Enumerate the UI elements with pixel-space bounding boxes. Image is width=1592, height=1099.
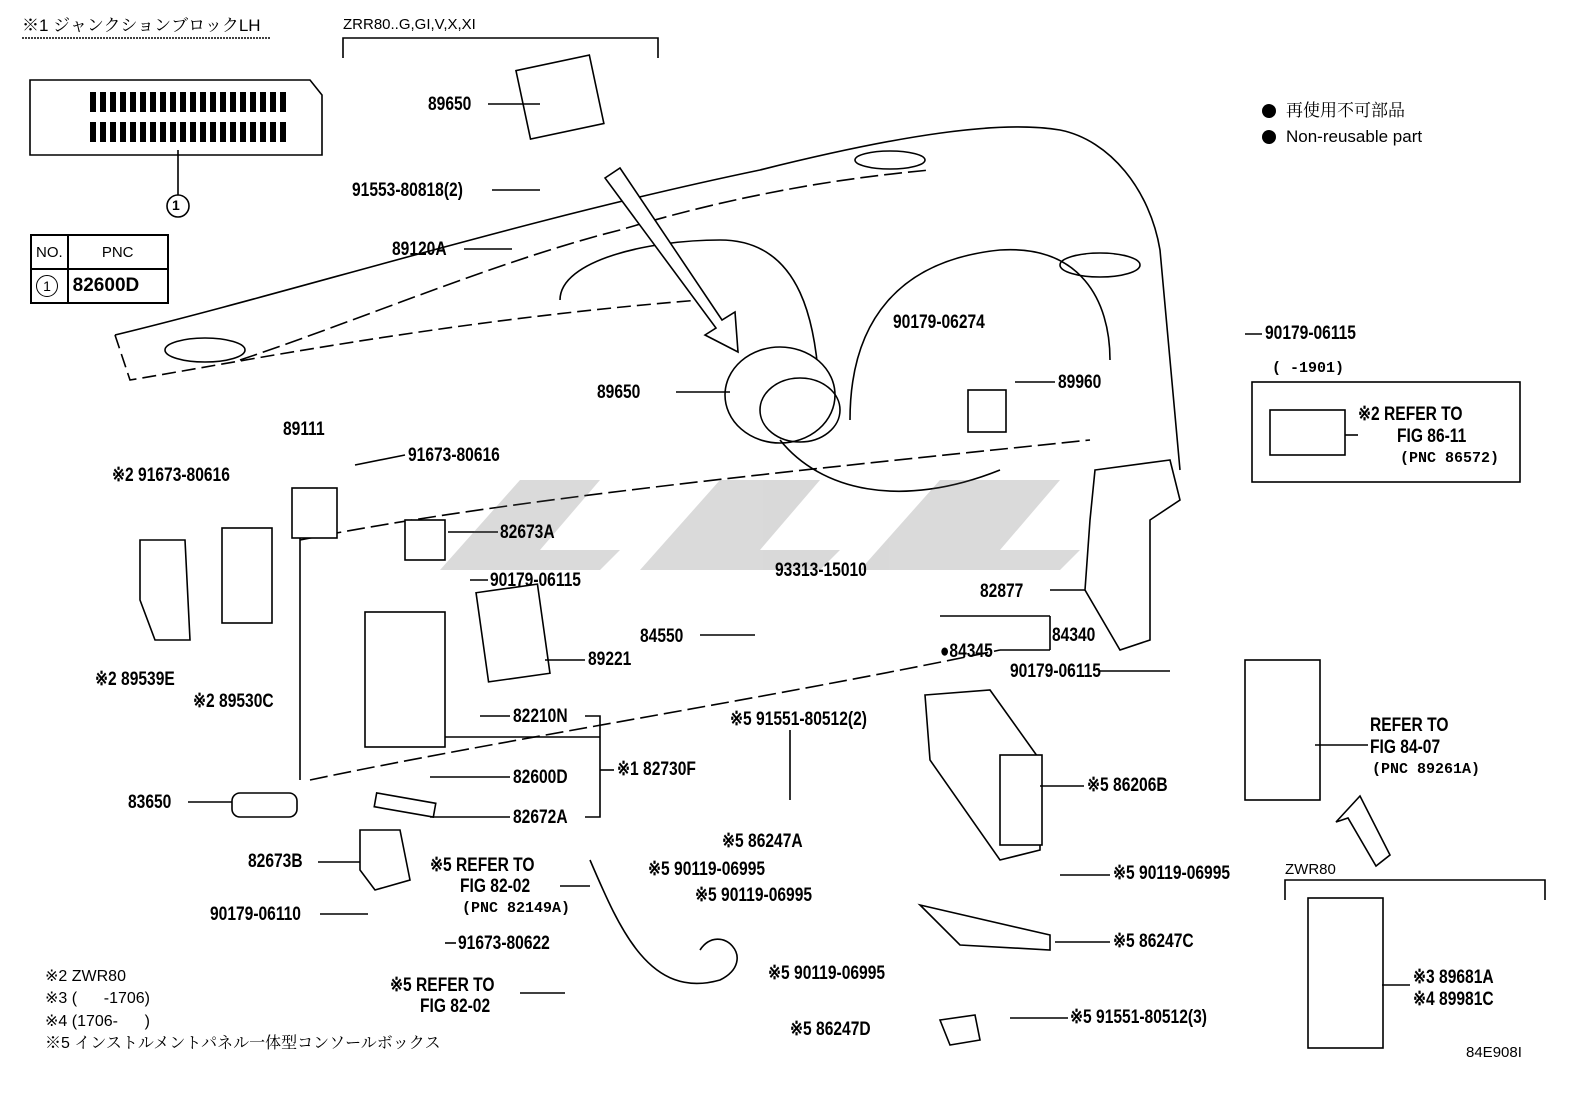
part-label[interactable]: 84550 (640, 626, 684, 647)
model-note: ZRR80..G,GI,V,X,XI (343, 16, 476, 33)
part-label[interactable]: 90179-06115 (1010, 661, 1101, 682)
part-label[interactable]: 89221 (588, 649, 632, 670)
date-range: ( -1901) (1272, 360, 1345, 377)
part-label[interactable]: 89650 (597, 382, 641, 403)
part-label[interactable]: ※2 89539E (95, 669, 175, 690)
part-label[interactable]: ※5 86247A (722, 831, 803, 852)
part-label[interactable]: 89120A (392, 239, 447, 260)
part-label[interactable]: 93313-15010 (775, 560, 867, 581)
part-label[interactable]: 91673-80616 (408, 445, 500, 466)
legend-en: Non-reusable part (1286, 127, 1423, 146)
part-label[interactable]: ※5 86247C (1113, 931, 1194, 952)
note: ※2 ZWR80 (45, 968, 126, 985)
part-label[interactable]: 84340 (1052, 625, 1096, 646)
part-label[interactable]: 82210N (513, 706, 568, 727)
part-label[interactable]: ※5 90119-06995 (648, 859, 766, 880)
part-label[interactable]: 90179-06115 (1265, 323, 1356, 344)
part-label[interactable]: 91553-80818(2) (352, 180, 463, 201)
row-no: 1 (36, 275, 58, 297)
note: ※4 (1706- ) (45, 1013, 150, 1030)
junction-block-note: ※1 ジャンクションブロックLH (22, 16, 261, 35)
part-label[interactable]: ※1 82730F (617, 759, 696, 780)
part-label[interactable]: ※2 89530C (193, 691, 274, 712)
part-label[interactable]: ※5 91551-80512(3) (1070, 1007, 1207, 1028)
refer-fig84-line3: (PNC 89261A) (1372, 761, 1481, 778)
part-label[interactable]: ※5 86206B (1087, 775, 1168, 796)
part-label[interactable]: 82877 (980, 581, 1024, 602)
table-header-no: NO. (31, 235, 68, 269)
part-label[interactable]: 82672A (513, 807, 568, 828)
table-row (31, 269, 168, 303)
part-label[interactable]: 90179-06115 (490, 570, 581, 591)
refer-fig86-line2[interactable]: FIG 86-11 (1397, 426, 1467, 447)
refer-fig84-line1[interactable]: REFER TO (1370, 715, 1449, 736)
part-label[interactable]: ※3 89681A (1413, 967, 1494, 988)
refer-fig82a-line3: (PNC 82149A) (462, 900, 571, 917)
part-label[interactable]: ※5 86247D (790, 1019, 871, 1040)
zwr80-bracket-label: ZWR80 (1285, 861, 1336, 878)
part-label[interactable]: 89960 (1058, 372, 1102, 393)
callout-number: 1 (172, 197, 180, 213)
part-label[interactable]: 82600D (513, 767, 568, 788)
table-header-pnc: PNC (68, 235, 168, 269)
pnc-table (30, 234, 169, 304)
refer-fig82a-line1[interactable]: ※5 REFER TO (430, 855, 535, 876)
refer-fig82b-line2[interactable]: FIG 82-02 (420, 996, 491, 1017)
figure-id: 84E908I (1466, 1044, 1522, 1061)
refer-fig86-line1[interactable]: ※2 REFER TO (1358, 404, 1463, 425)
legend-jp: 再使用不可部品 (1286, 101, 1405, 120)
part-label-non-reusable[interactable]: ●84345 (940, 641, 993, 662)
part-label[interactable]: 90179-06110 (210, 904, 301, 925)
part-label[interactable]: ※5 90119-06995 (695, 885, 813, 906)
barcode-icon (88, 92, 288, 142)
part-label[interactable]: 89650 (428, 94, 472, 115)
refer-fig84-line2[interactable]: FIG 84-07 (1370, 737, 1441, 758)
part-label[interactable]: ※4 89981C (1413, 989, 1494, 1010)
refer-fig82a-line2[interactable]: FIG 82-02 (460, 876, 531, 897)
part-label[interactable]: 83650 (128, 792, 172, 813)
part-label[interactable]: ※5 90119-06995 (768, 963, 886, 984)
part-label[interactable]: ※5 91551-80512(2) (730, 709, 867, 730)
note: ※3 ( -1706) (45, 990, 150, 1007)
refer-fig86-line3: (PNC 86572) (1400, 450, 1500, 467)
part-label[interactable]: 90179-06274 (893, 312, 985, 333)
part-label[interactable]: ※2 91673-80616 (112, 465, 230, 486)
part-label[interactable]: 82673A (500, 522, 555, 543)
part-label[interactable]: 82673B (248, 851, 303, 872)
row-pnc: 82600D (68, 269, 168, 303)
part-label[interactable]: ※5 90119-06995 (1113, 863, 1231, 884)
part-label[interactable]: 89111 (283, 419, 325, 440)
refer-fig82b-line1[interactable]: ※5 REFER TO (390, 975, 495, 996)
note: ※5 インストルメントパネル一体型コンソールボックス (45, 1035, 441, 1052)
part-label[interactable]: 91673-80622 (458, 933, 550, 954)
